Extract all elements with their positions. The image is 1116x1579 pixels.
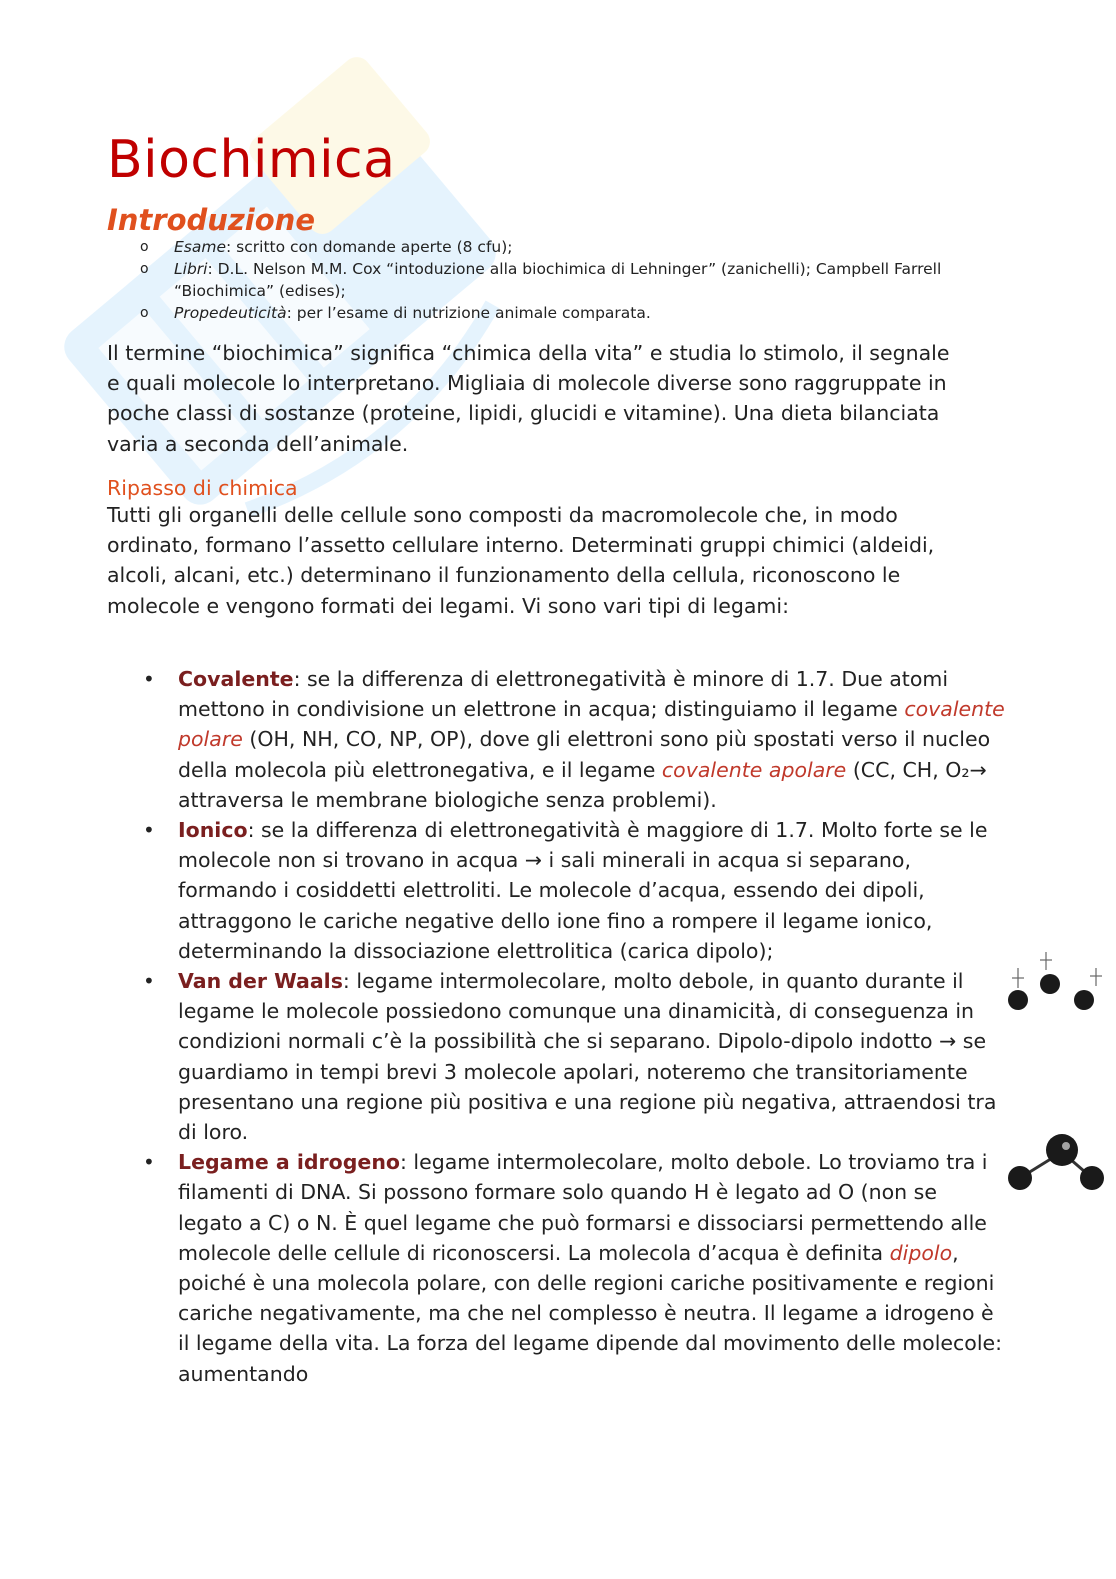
bond-item-idrogeno xyxy=(107,1147,1007,1389)
bond-term: Van der Waals xyxy=(178,969,343,994)
meta-label: Propedeuticità xyxy=(174,304,287,322)
meta-text: : per l’esame di nutrizione animale comparata. xyxy=(286,304,651,322)
bond-term: Legame a idrogeno xyxy=(178,1150,400,1175)
bond-emphasis: dipolo xyxy=(889,1240,953,1265)
bullet-icon: • xyxy=(143,818,155,843)
bond-item-covalente xyxy=(107,664,1007,815)
bond-text: : se la differenza di elettronegatività è minore di 1.7. Due atomi mettono in condivisione un elettrone in acqua; distinguiamo il legame xyxy=(178,667,949,722)
bond-text: (OH, NH, CO, NP, OP), dove gli elettroni sono più spostati verso il nucleo della molecola più elettronegativa, e il legame xyxy=(178,727,991,782)
bond-item-ionico xyxy=(107,815,1007,966)
list-item xyxy=(107,258,1007,302)
course-info-list xyxy=(107,236,1007,324)
list-item xyxy=(107,302,1007,324)
circle-bullet-icon: o xyxy=(140,261,149,277)
meta-text: : scritto con domande aperte (8 cfu); xyxy=(226,238,513,256)
bond-text: : legame intermolecolare, molto debole, in quanto durante il legame le molecole possiedono comunque una dinamicità, di conseguenza in condizioni normali c’è la possibilità che si separano. Dipolo-dipolo indotto → se guardiamo in tempi brevi 3 molecole apolari, noteremo che transitoriamente presentano una regione più positiva e una regione più negativa, attraendosi tra di loro. xyxy=(178,969,997,1145)
bond-term: Covalente xyxy=(178,667,294,691)
subsection-heading-ripasso: Ripasso di chimica xyxy=(107,476,298,500)
document-title: Biochimica xyxy=(107,130,396,190)
bond-text: : se la differenza di elettronegatività è maggiore di 1.7. Molto forte se le molecole non si trovano in acqua → i sali minerali in acqua si separano, formando i cosiddetti elettroliti. Le molecole d’acqua, essendo dei dipoli, attraggono le cariche negative dello ione fino a rompere il legame ionico, determinando la dissociazione elettrolitica (carica dipolo); xyxy=(178,818,988,963)
section-heading-introduzione: Introduzione xyxy=(107,203,315,237)
bullet-icon: • xyxy=(143,667,155,691)
bond-text: , poiché è una molecola polare, con delle regioni cariche positivamente e regioni cariche negativamente, ma che nel complesso è neutra. Il legame a idrogeno è il legame della vita. La forza del legame dipende dal movimento delle molecole: aumentando xyxy=(178,1240,1003,1386)
bond-emphasis: covalente apolare xyxy=(661,757,847,782)
list-item xyxy=(107,236,1007,258)
meta-label: Libri xyxy=(174,260,208,278)
bond-term: Ionico xyxy=(178,818,248,843)
bullet-icon: • xyxy=(143,969,155,994)
bond-text: (CC, CH, O₂→ attraversa le membrane biologiche senza problemi). xyxy=(178,757,987,812)
circle-bullet-icon: o xyxy=(140,305,149,321)
bond-types-list xyxy=(107,664,1007,1389)
ripasso-paragraph: Tutti gli organelli delle cellule sono composti da macromolecole che, in modo ordinato, formano l’assetto cellulare interno. Determinati gruppi chimici (aldeidi, alcoli, alcani, etc.) determinano il funzionamento della cellula, riconoscono le molecole e vengono formati dei legami. Vi sono vari tipi di legami: xyxy=(107,503,935,618)
dipole-molecules-illustration xyxy=(1000,948,1110,1020)
meta-label: Esame xyxy=(174,238,227,256)
bond-emphasis: covalente polare xyxy=(178,697,1005,752)
bond-text: : legame intermolecolare, molto debole. Lo troviamo tra i filamenti di DNA. Si possono formare solo quando H è legato ad O (non se legato a C) o N. È quel legame che può formarsi e dissociarsi permettendo alle molecole delle cellule di riconoscersi. La molecola d’acqua è definita xyxy=(178,1150,988,1265)
bullet-icon: • xyxy=(143,1150,155,1175)
intro-paragraph: Il termine “biochimica” significa “chimica della vita” e studia lo stimolo, il segnale e quali molecole lo interpretano. Migliaia di molecole diverse sono raggruppate in poche classi di sostanze (proteine, lipidi, glucidi e vitamine). Una dieta bilanciata varia a seconda dell’animale. xyxy=(107,341,950,456)
circle-bullet-icon: o xyxy=(140,239,149,255)
meta-text: : D.L. Nelson M.M. Cox “intoduzione alla biochimica di Lehninger” (zanichelli); Campbell Farrell “Biochimica” (edises); xyxy=(174,260,942,300)
van-der-waals-molecules-illustration xyxy=(1004,1130,1110,1196)
bond-item-van-der-waals xyxy=(107,966,1007,1147)
